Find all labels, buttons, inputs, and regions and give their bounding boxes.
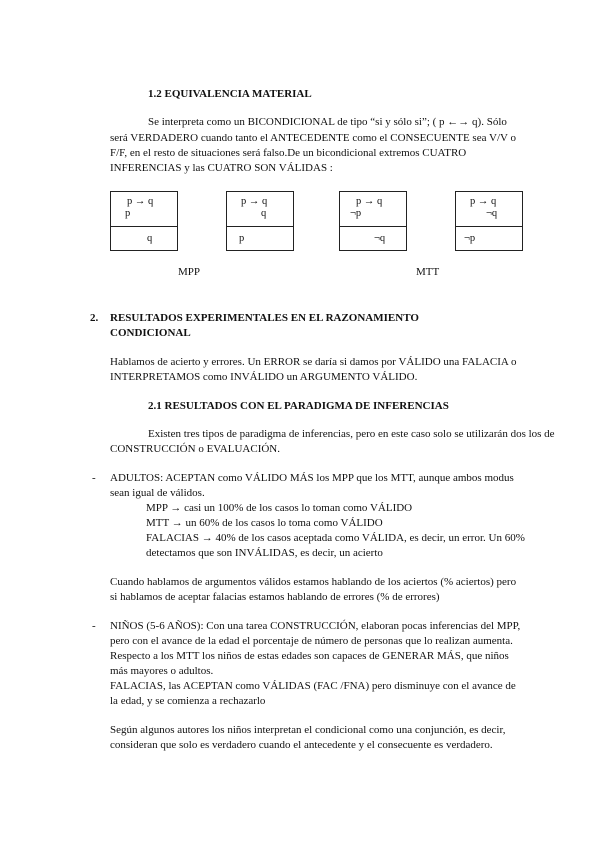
paragraph-line: Se interpreta como un BICONDICIONAL de tipo “si y sólo si”; ( p ←→ q). Sólo — [148, 116, 507, 128]
box-conclusion: ¬p — [464, 233, 476, 244]
kids-line: la edad, y se comienza a rechazarlo — [110, 695, 266, 707]
section-2-heading-cont: CONDICIONAL — [110, 327, 191, 339]
adults-line: sean igual de válidos. — [110, 487, 205, 499]
paragraph-line: Existen tres tipos de paradigma de inferencias, pero en este caso solo se utilizarán dos los de — [148, 428, 555, 440]
adults-line: ADULTOS: ACEPTAN como VÁLIDO MÁS los MPP que los MTT, aunque ambos modus — [110, 472, 514, 484]
kids-line: pero con el avance de la edad el porcentaje de número de personas que lo realizan aumenta. — [110, 635, 513, 647]
paragraph-line: será VERDADERO cuando tanto el ANTECEDENTE como el CONSECUENTE sea V/V o — [110, 132, 517, 144]
inference-box-4 — [455, 191, 523, 251]
box-premise: ¬q — [486, 208, 498, 219]
section-2-number: 2. — [90, 312, 99, 324]
box-rule: p → q — [241, 196, 268, 207]
box-rule: p → q — [127, 196, 154, 207]
box-premise: q — [261, 208, 267, 219]
paragraph-line: INTERPRETAMOS como INVÁLIDO un ARGUMENTO VÁLIDO. — [110, 371, 418, 383]
kids-line: más mayores o adultos. — [110, 665, 214, 677]
section-2-heading: RESULTADOS EXPERIMENTALES EN EL RAZONAMIENTO — [110, 312, 419, 324]
bullet-marker: - — [92, 620, 96, 632]
adults-sub-line: MPP → casi un 100% de los casos lo toman como VÁLIDO — [146, 502, 413, 514]
kids-line: NIÑOS (5-6 AÑOS): Con una tarea CONSTRUCCIÓN, elaboran pocas inferencias del MPP, — [110, 620, 521, 632]
inference-box-2 — [226, 191, 294, 251]
inference-box-3 — [339, 191, 407, 251]
adults-sub-line: detectamos que son INVÁLIDAS, es decir, un acierto — [146, 547, 383, 559]
inference-box-1 — [110, 191, 178, 251]
paragraph-line: CONSTRUCCIÓN o EVALUACIÓN. — [110, 443, 281, 455]
adults-sub-line: MTT → un 60% de los casos lo toma como VÁLIDO — [146, 517, 383, 529]
paragraph-line: si hablamos de aceptar falacias estamos hablando de errores (% de errores) — [110, 591, 440, 603]
paragraph-line: consideran que solo es verdadero cuando el antecedente y el consecuente es verdadero. — [110, 739, 493, 751]
paragraph-line: Cuando hablamos de argumentos válidos estamos hablando de los aciertos (% aciertos) pero — [110, 576, 517, 588]
label-mtt: MTT — [416, 266, 440, 278]
box-rule: p → q — [356, 196, 383, 207]
kids-line: Respecto a los MTT los niños de estas edades son capaces de GENERAR MÁS, que niños — [110, 650, 509, 662]
box-premise: ¬p — [350, 208, 362, 219]
paragraph-line: Según algunos autores los niños interpretan el condicional como una conjunción, es decir, — [110, 724, 506, 736]
paragraph-line: INFERENCIAS y las CUATRO SON VÁLIDAS : — [110, 162, 333, 174]
paragraph-line: F/F, en el resto de situaciones será falso.De un bicondicional extremos CUATRO — [110, 147, 467, 159]
section-2-1-heading: 2.1 RESULTADOS CON EL PARADIGMA DE INFERENCIAS — [148, 400, 449, 412]
adults-sub-line: FALACIAS → 40% de los casos aceptada como VÁLIDA, es decir, un error. Un 60% — [146, 532, 525, 544]
box-rule: p → q — [470, 196, 497, 207]
section-1-2-heading: 1.2 EQUIVALENCIA MATERIAL — [148, 88, 312, 100]
box-conclusion: q — [147, 233, 153, 244]
bullet-marker: - — [92, 472, 96, 484]
box-premise: p — [125, 208, 131, 219]
paragraph-line: Hablamos de acierto y errores. Un ERROR se daría si damos por VÁLIDO una FALACIA o — [110, 356, 517, 368]
kids-line: FALACIAS, las ACEPTAN como VÁLIDAS (FAC /FNA) pero disminuye con el avance de — [110, 680, 516, 692]
box-conclusion: p — [239, 233, 245, 244]
label-mpp: MPP — [178, 266, 201, 278]
box-conclusion: ¬q — [374, 233, 386, 244]
